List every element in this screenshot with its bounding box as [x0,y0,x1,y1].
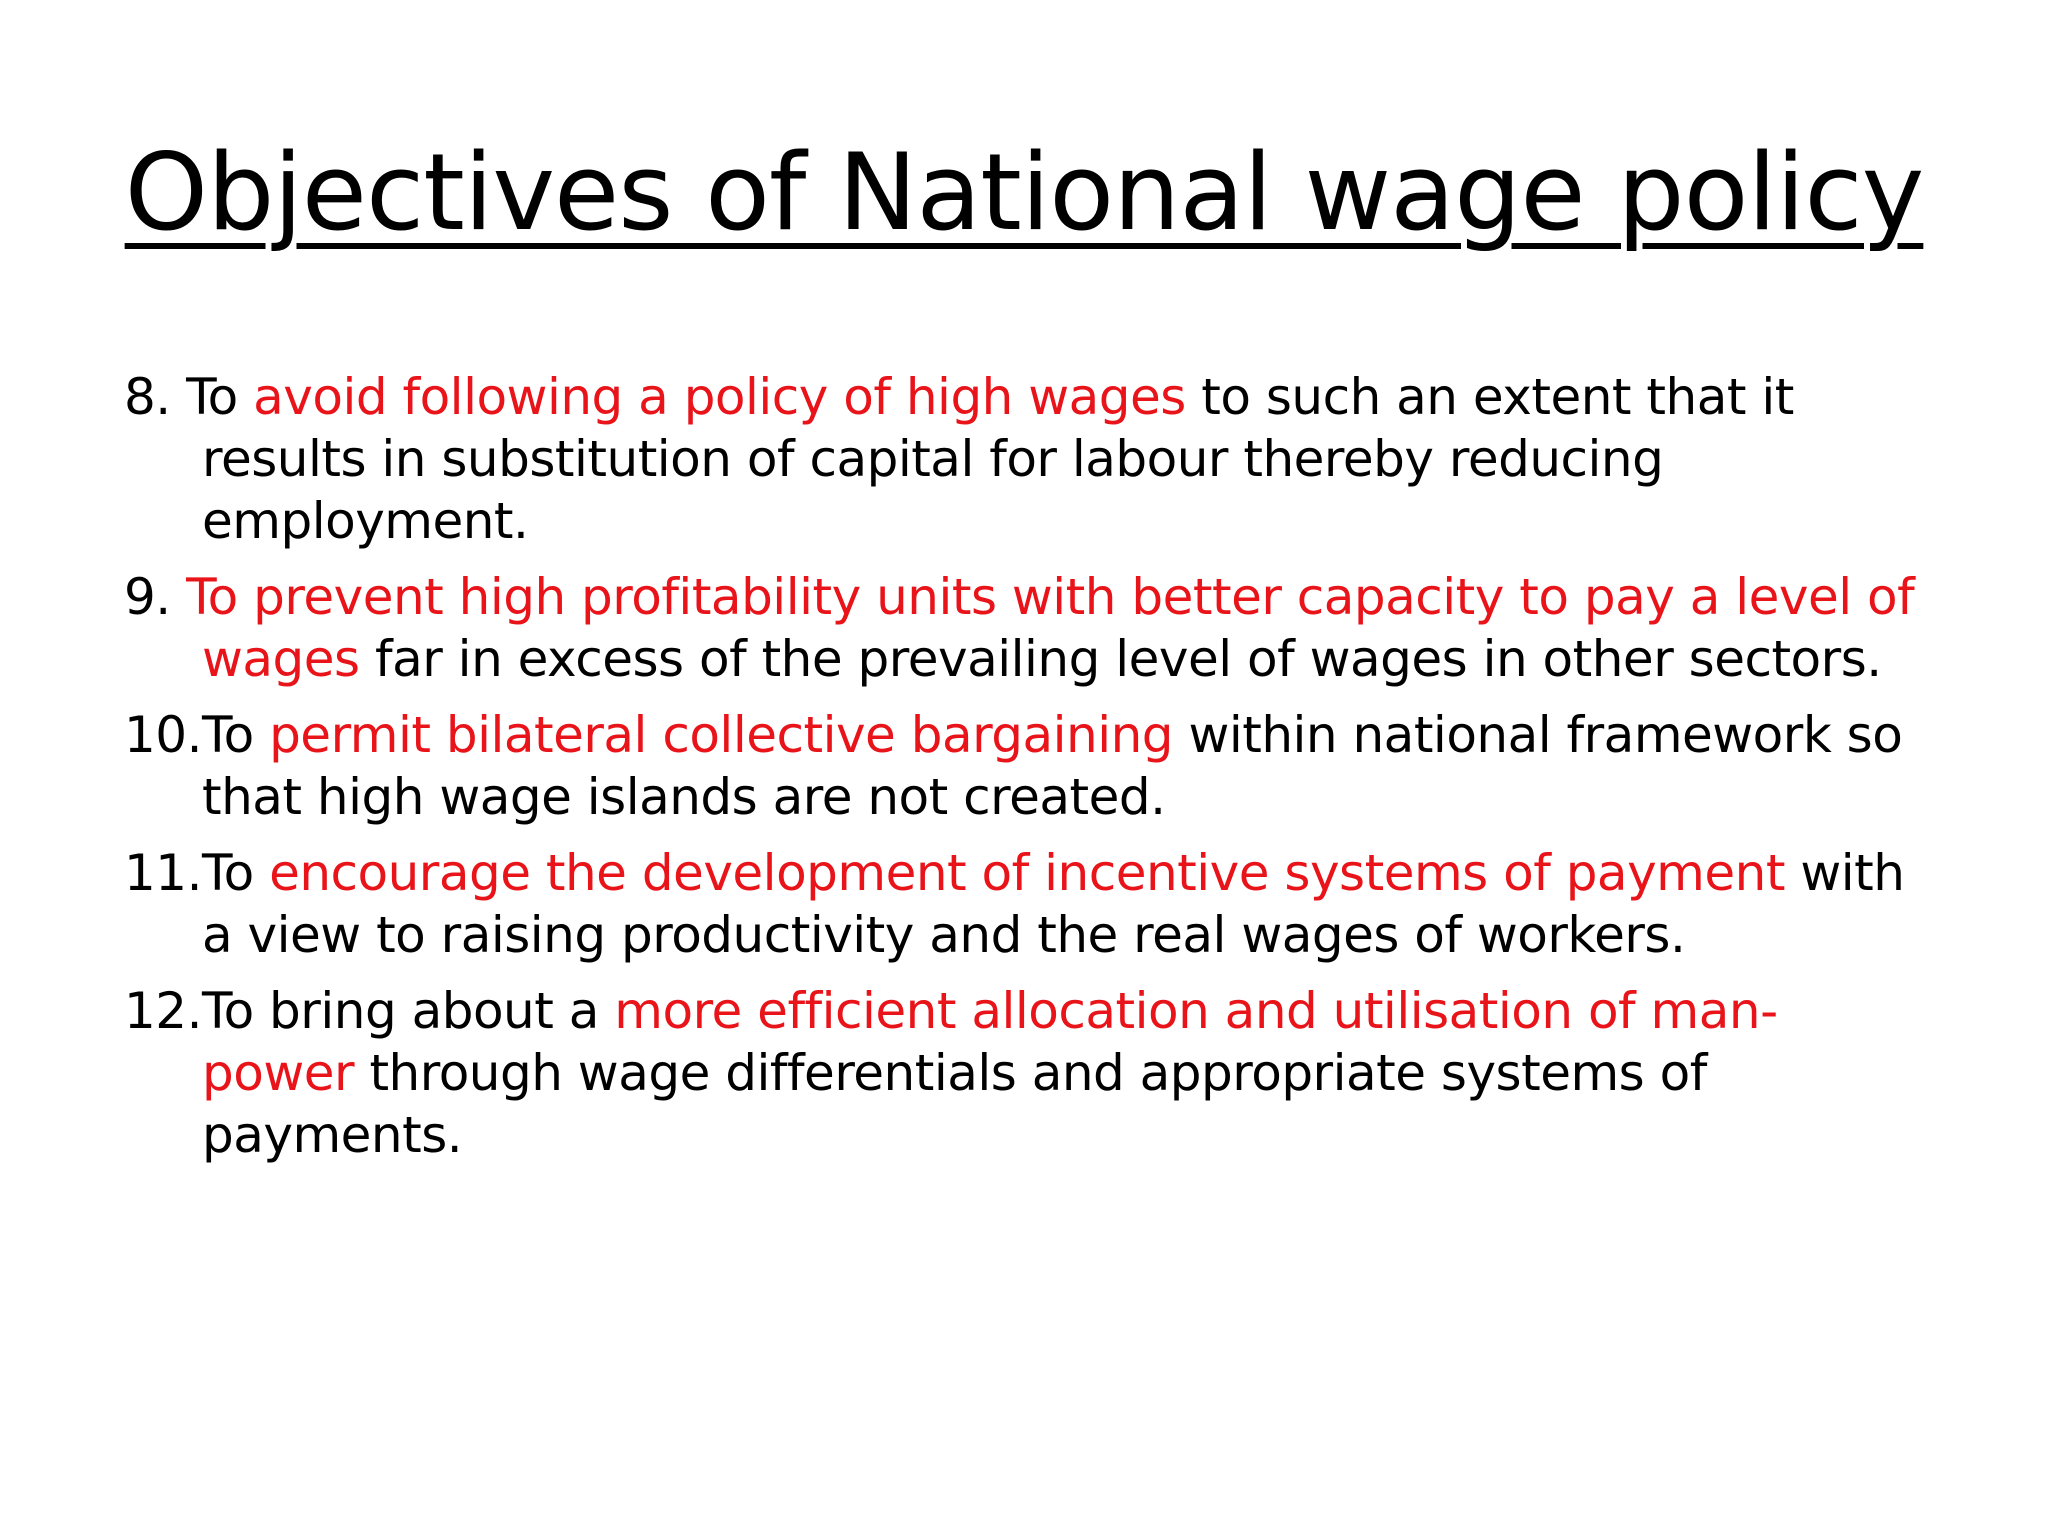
item-number: 9. [124,568,187,626]
list-item-8 [124,366,1924,552]
list-item-11 [124,842,1924,966]
item-highlight: permit bilateral collective bargaining [269,706,1174,764]
item-highlight: To prevent high profitability units with better capacity to pay a level of wages [186,568,1915,688]
item-number: 8. [124,368,187,426]
slide-title [0,128,2048,258]
item-highlight: encourage the development of incentive systems of payment [269,844,1785,902]
list-item-9 [124,566,1924,690]
objectives-list [124,366,1924,1180]
item-rest: within national framework so that high wage islands are not created. [202,706,1903,826]
item-lead: To [186,368,254,426]
item-rest: to such an extent that it results in substitution of capital for labour thereby reducing employment. [202,368,1794,550]
item-rest: through wage differentials and appropriate systems of payments. [202,1044,1707,1164]
list-item-12 [124,980,1924,1166]
item-highlight: more efficient allocation and utilisation of man-power [202,982,1778,1102]
item-rest: with a view to raising productivity and the real wages of workers. [202,844,1905,964]
item-lead: To [202,706,270,764]
item-lead: To bring about a [202,982,615,1040]
item-number: 11. [124,844,203,902]
slide-title-text: Objectives of National wage policy [124,131,1924,254]
list-item-10 [124,704,1924,828]
item-rest: far in excess of the prevailing level of wages in other sectors. [359,630,1882,688]
item-lead: To [202,844,270,902]
item-number: 10. [124,706,203,764]
item-number: 12. [124,982,203,1040]
item-highlight: avoid following a policy of high wages [253,368,1186,426]
